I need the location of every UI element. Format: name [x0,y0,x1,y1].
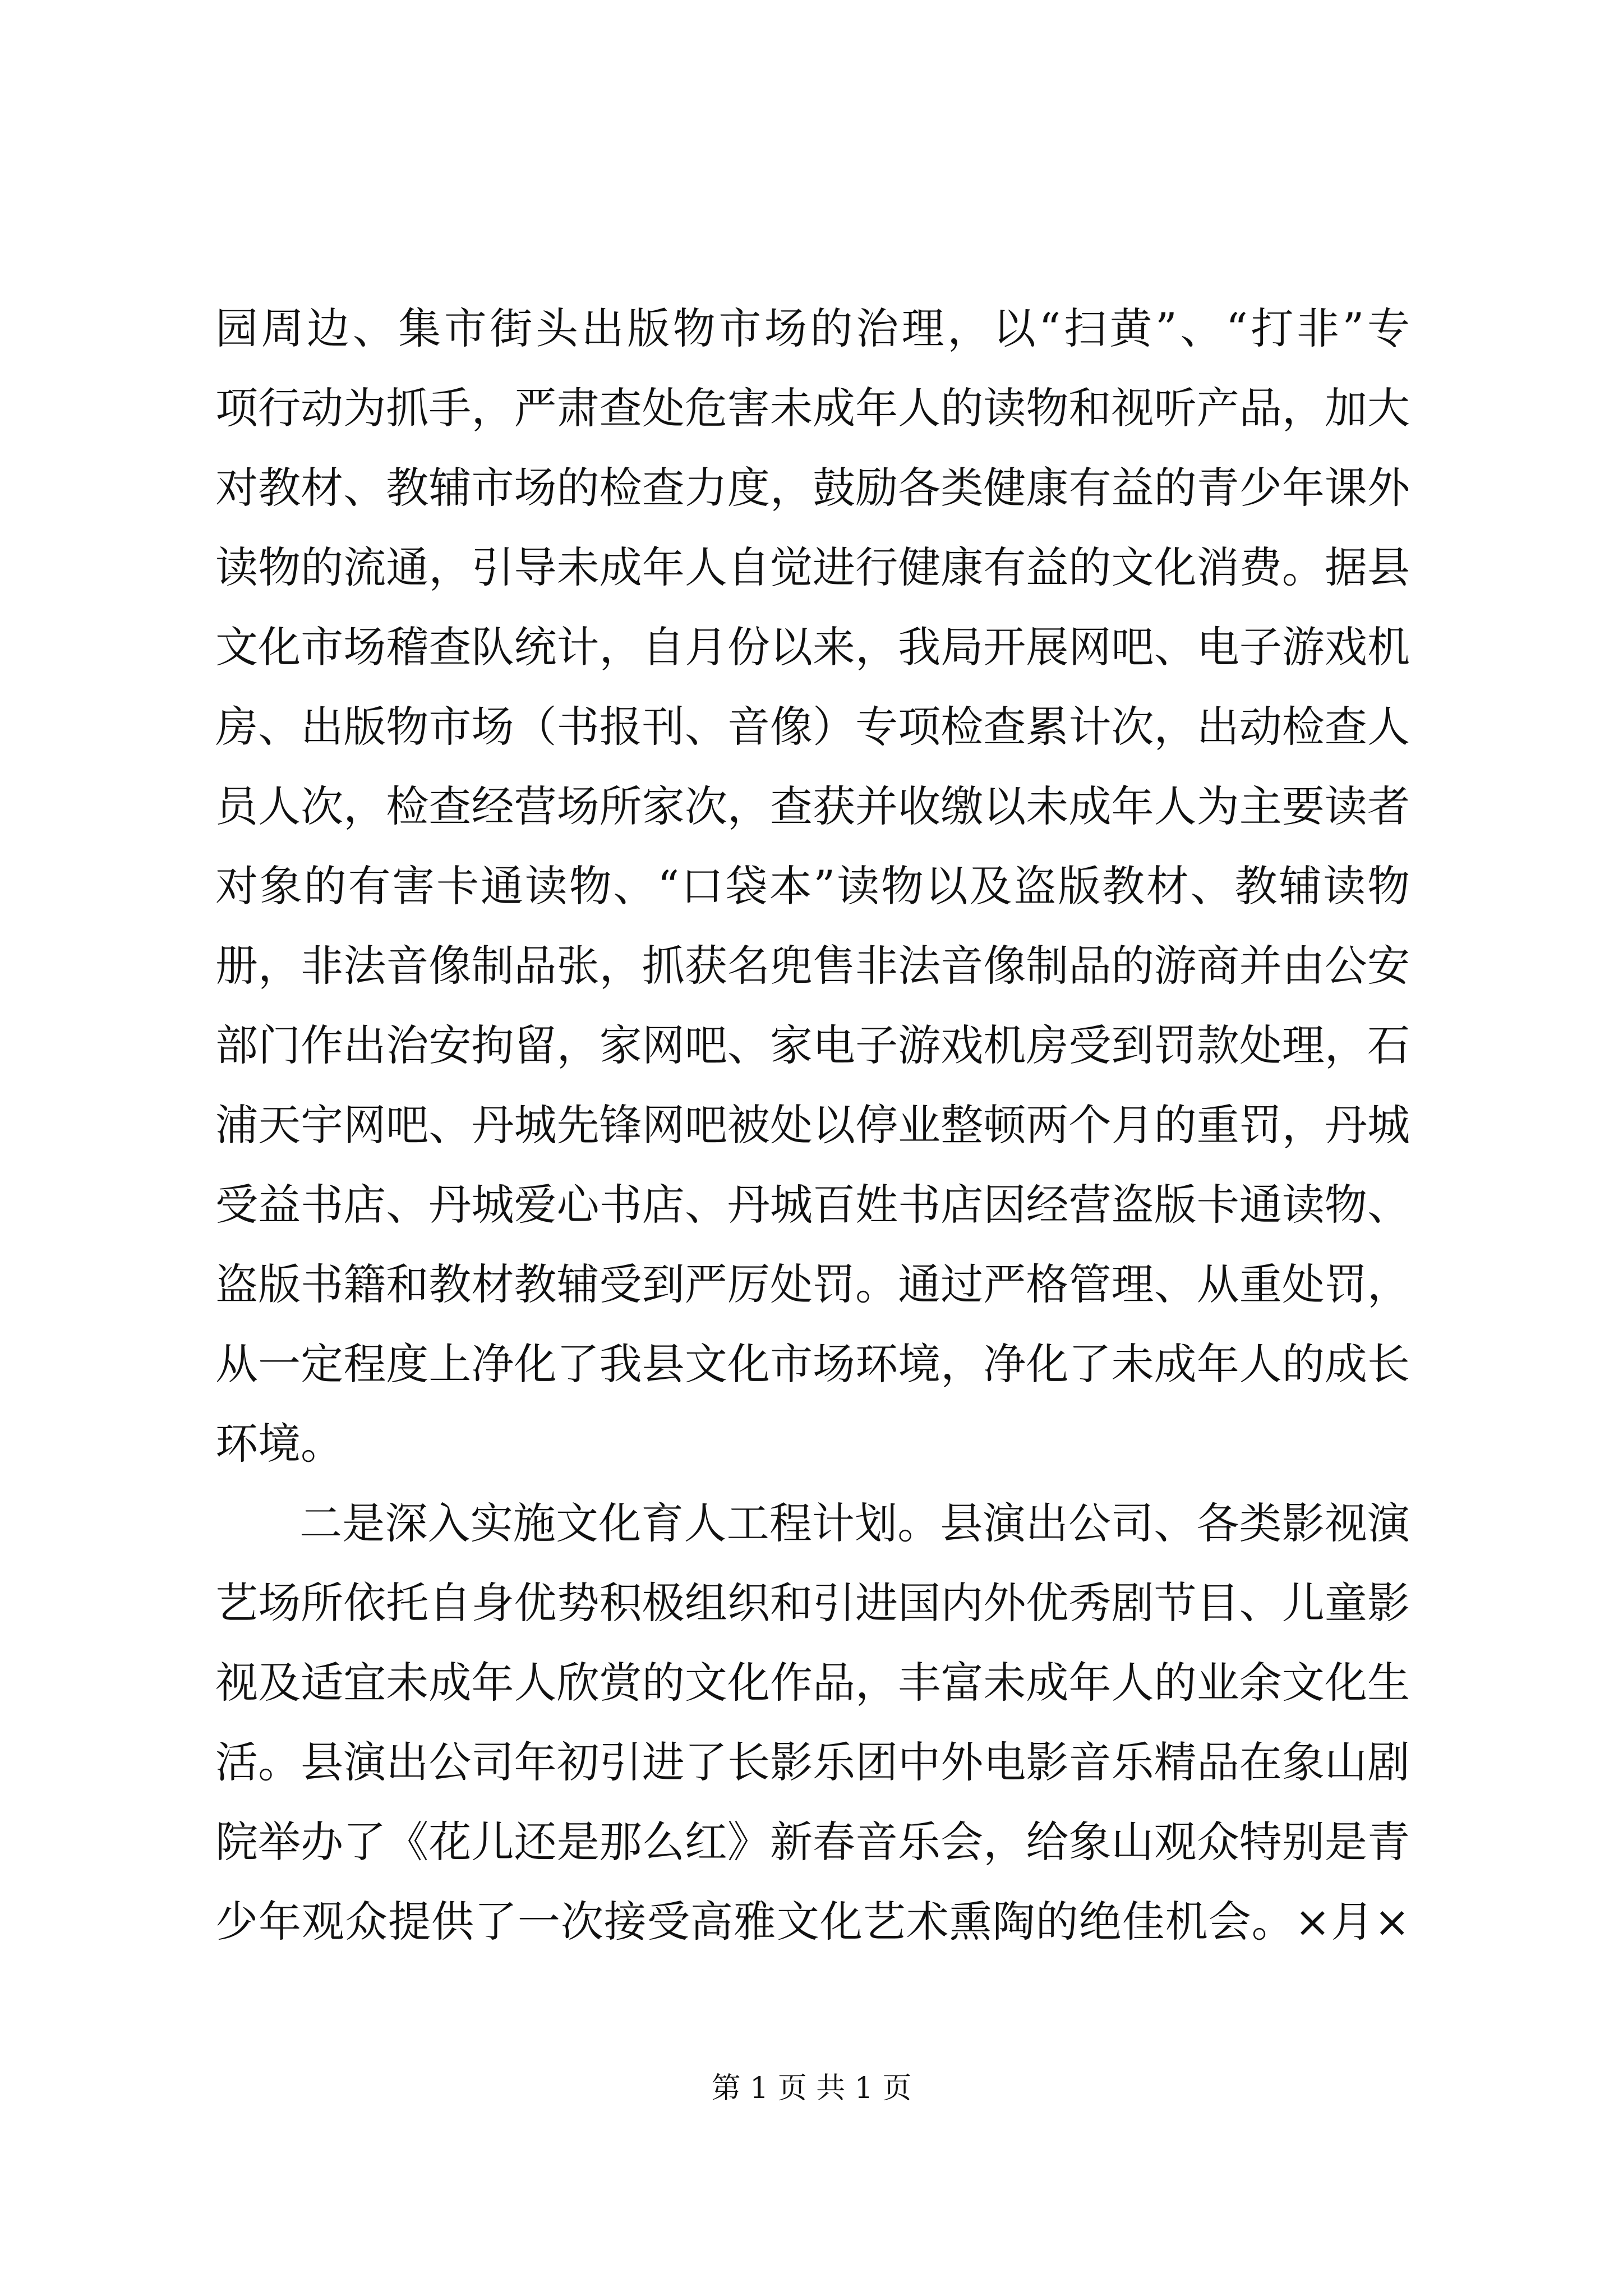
text-line: 院举办了《花儿还是那么红》新春音乐会，给象山观众特别是青 [215,1817,1410,1867]
text-line: 部门作出治安拘留，家网吧、家电子游戏机房受到罚款处理，石 [215,1020,1410,1070]
text-line: 浦天宇网吧、丹城先锋网吧被处以停业整顿两个月的重罚，丹城 [215,1100,1410,1150]
body-text [215,289,1410,1962]
text-line: 受益书店、丹城爱心书店、丹城百姓书店因经营盗版卡通读物、 [215,1180,1410,1230]
text-line: 房、出版物市场（书报刊、音像）专项检查累计次，出动检查人 [215,702,1410,752]
text-line: 文化市场稽查队统计，自月份以来，我局开展网吧、电子游戏机 [215,622,1410,672]
text-line: 盗版书籍和教材教辅受到严厉处罚。通过严格管理、从重处罚， [215,1259,1410,1309]
text-line: 从一定程度上净化了我县文化市场环境，净化了未成年人的成长 [215,1339,1410,1389]
text-line: 环境。 [215,1419,343,1469]
text-line: 项行动为抓手，严肃查处危害未成年人的读物和视听产品，加大 [215,383,1410,433]
text-line: 艺场所依托自身优势积极组织和引进国内外优秀剧节目、儿童影 [215,1578,1410,1628]
text-line: 对象的有害卡通读物、“口袋本”读物以及盗版教材、教辅读物 [215,861,1410,911]
page-footer [0,2069,1623,2108]
text-line: 册，非法音像制品张，抓获名兜售非法音像制品的游商并由公安 [215,941,1410,991]
page-number-label: 第 1 页 共 1 页 [711,2072,912,2105]
text-line: 对教材、教辅市场的检查力度，鼓励各类健康有益的青少年课外 [215,463,1410,513]
text-line: 员人次，检查经营场所家次，查获并收缴以未成年人为主要读者 [215,781,1410,831]
text-line: 活。县演出公司年初引进了长影乐团中外电影音乐精品在象山剧 [215,1737,1410,1787]
text-line: 园周边、集市街头出版物市场的治理，以“扫黄”、“打非”专 [215,303,1410,353]
text-line: 读物的流通，引导未成年人自觉进行健康有益的文化消费。据县 [215,542,1410,592]
text-line: 视及适宜未成年人欣赏的文化作品，丰富未成年人的业余文化生 [215,1658,1410,1708]
paragraph-first-line: 二是深入实施文化育人工程计划。县演出公司、各类影视演 [299,1498,1410,1548]
text-line: 少年观众提供了一次接受高雅文化艺术熏陶的绝佳机会。×月× [215,1897,1410,1947]
